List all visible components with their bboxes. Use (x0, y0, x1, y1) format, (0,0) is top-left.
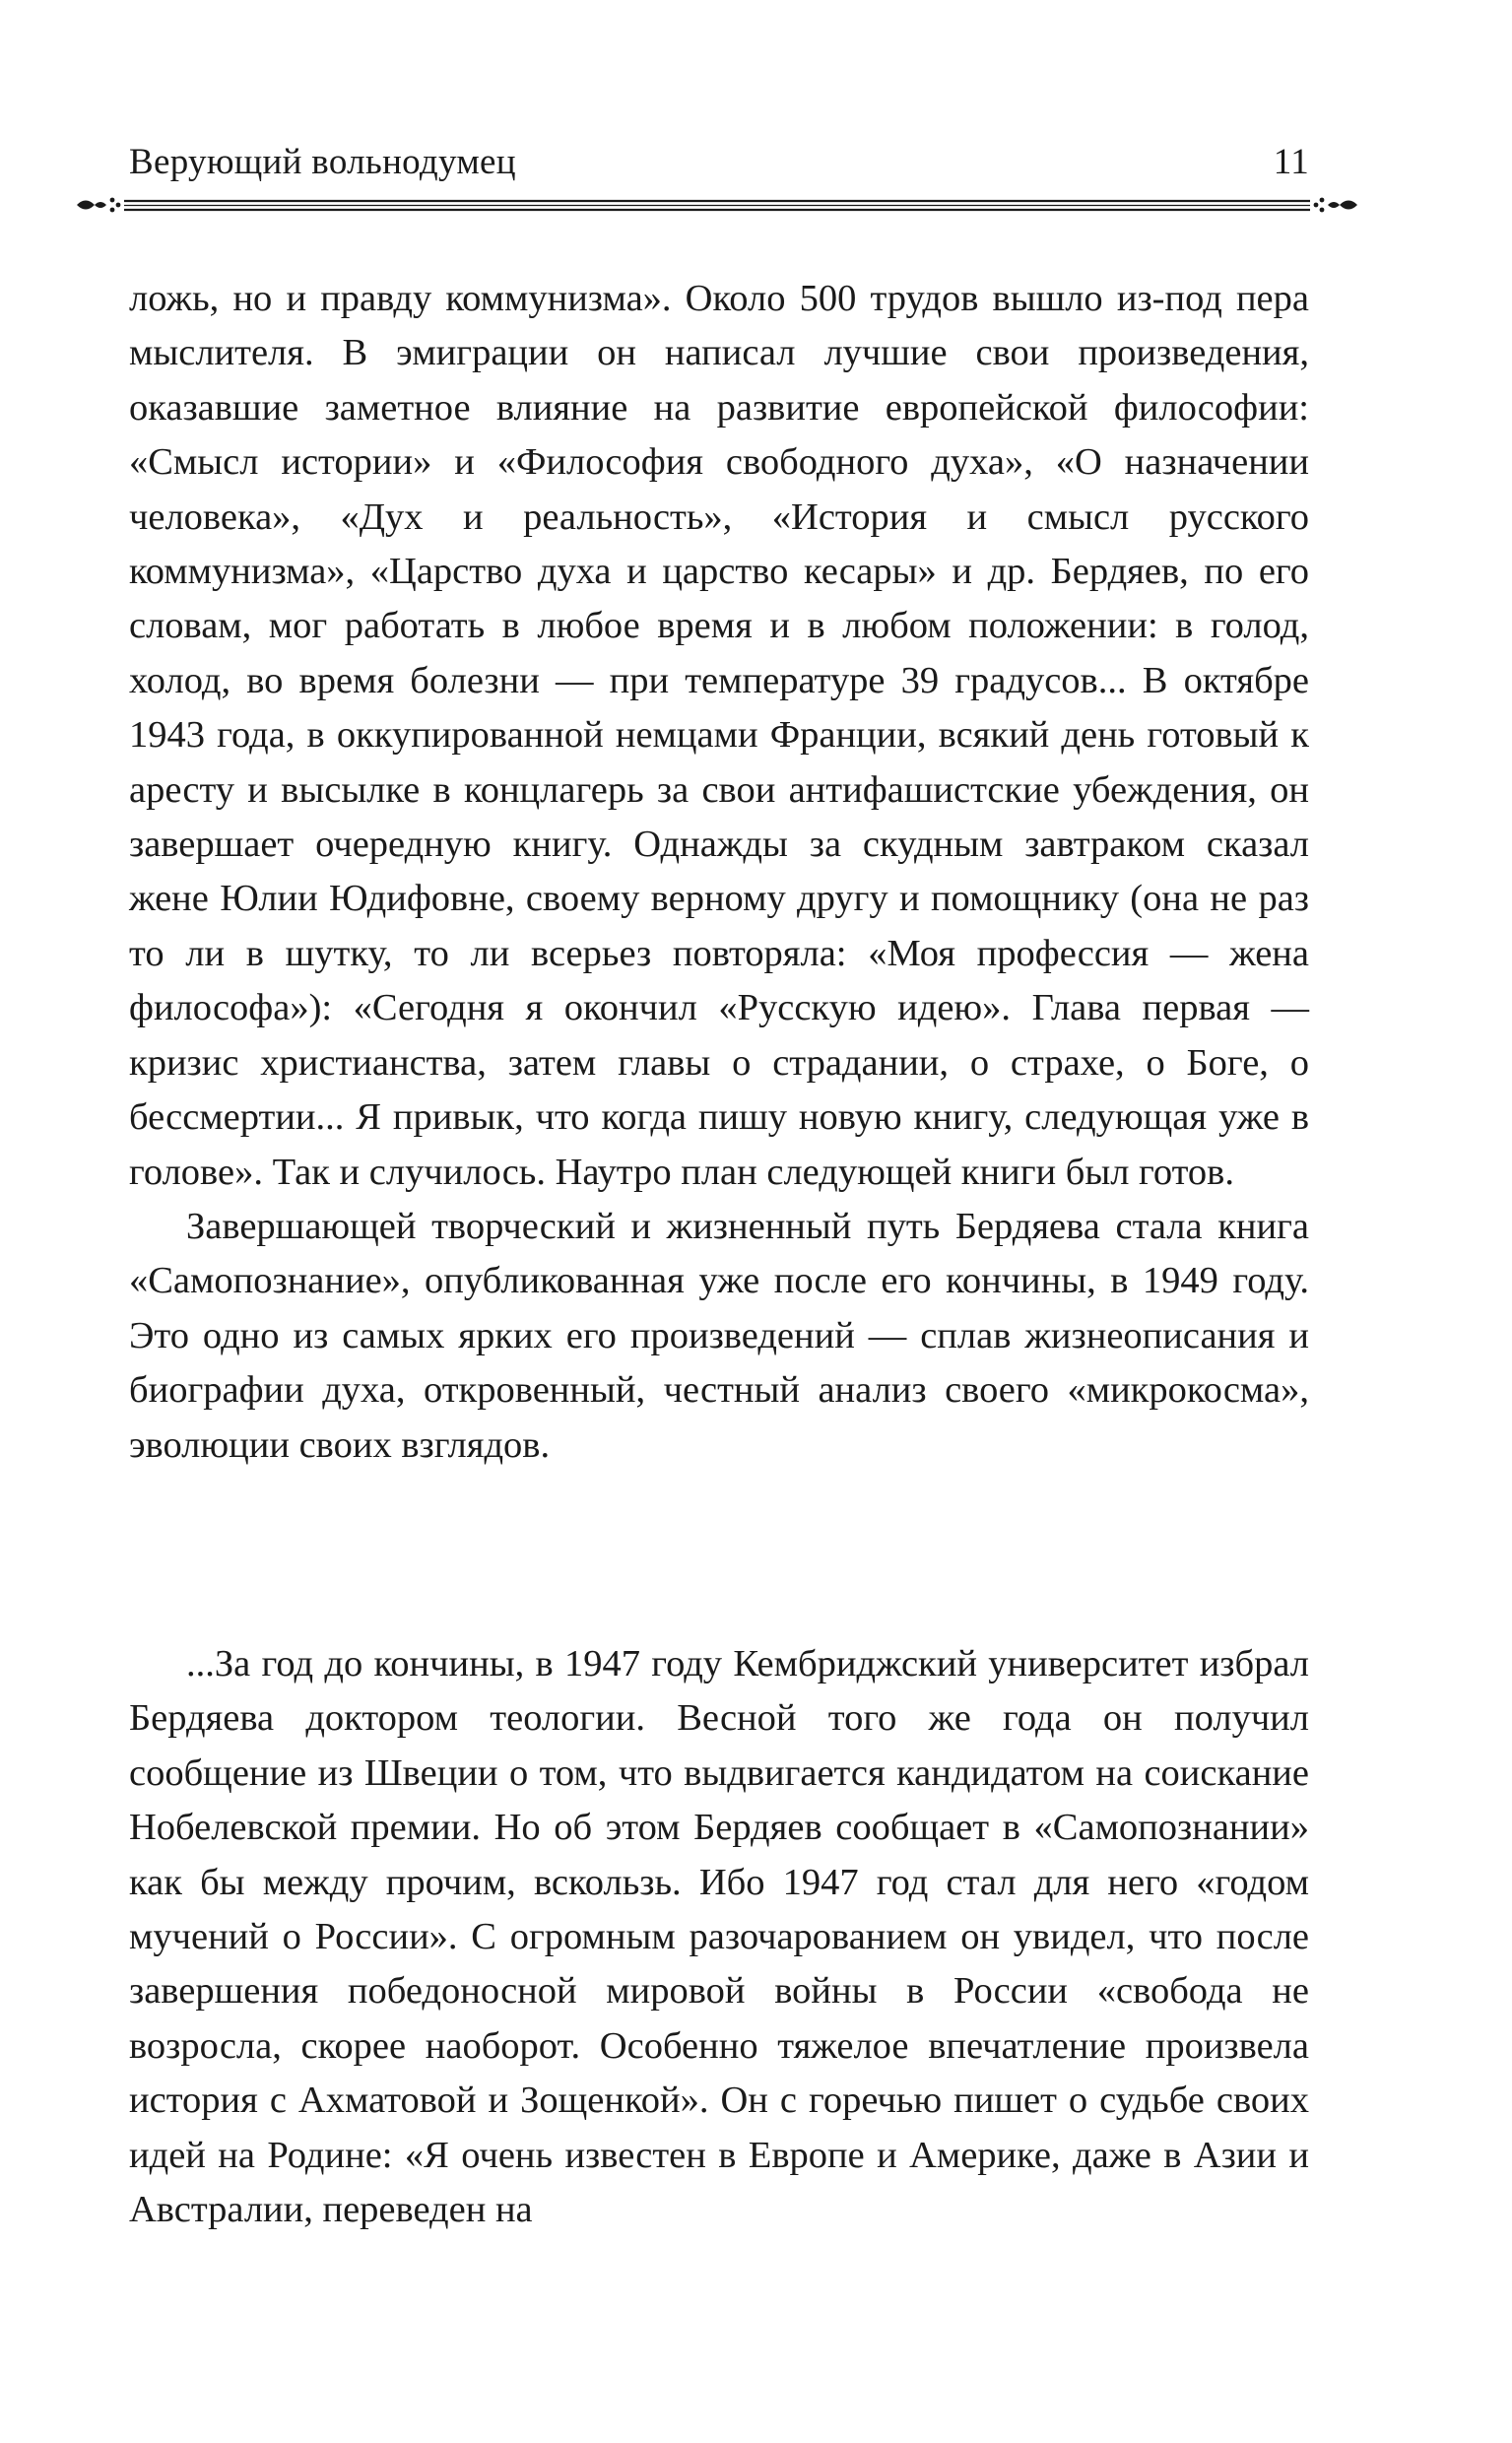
header-ornament-rule (77, 193, 1357, 217)
text-block-lower (129, 1637, 1309, 2237)
paragraph-samopoznanie: Завершающей творческий и жизненный путь Бердяева стала книга «Самопознание», опубликованная уже после его кончины, в 1949 году. Это одно из самых ярких его произведений — сплав жизнеописания и биографии духа, откровенный, честный анализ своего «микрокосма», эволюции своих взглядов. (129, 1205, 1309, 1466)
page-number: 11 (1273, 142, 1309, 182)
paragraph-nobel: ...За год до кончины, в 1947 году Кембриджский университет избрал Бердяева доктором теологии. Весной того же года он получил сообщение из Швеции о том, что выдвигается кандидатом на соискание Нобелевской премии. Но об этом Бердяев сообщает в «Самопознании» как бы между прочим, вскользь. Ибо 1947 год стал для него «годом мучений о России». С огромным разочарованием он увидел, что после завершения победоносной мировой войны в России «свобода не возросла, скорее наоборот. Особенно тяжелое впечатление произвела история с Ахматовой и Зощенкой». Он с горечью пишет о судьбе своих идей на Родине: «Я очень известен в Европе и Америке, даже в Азии и Австралии, переведен на (129, 1643, 1309, 2231)
running-header (129, 138, 1309, 187)
running-title: Верующий вольнодумец (129, 142, 516, 182)
text-block-upper (129, 272, 1309, 1473)
paragraph-continued: ложь, но и правду коммунизма». Около 500 трудов вышло из-под пера мыслителя. В эмиграции он написал лучшие свои произведения, оказавшие заметное влияние на развитие европейской философии: «Смысл истории» и «Философия свободного духа», «О назначении человека», «Дух и реальность», «История и смысл русского коммунизма», «Царство духа и царство кесары» и др. Бердяев, по его словам, мог работать в любое время и в любом положении: в голод, холод, во время болезни — при температуре 39 градусов... В октябре 1943 года, в оккупированной немцами Франции, всякий день готовый к аресту и высылке в концлагерь за свои антифашистские убеждения, он завершает очередную книгу. Однажды за скудным завтраком сказал жене Юлии Юдифовне, своему верному другу и помощнику (она не раз то ли в шутку, то ли всерьез повторяла: «Моя профессия — жена философа»): «Сегодня я окончил «Русскую идею». Глава первая — кризис христианства, затем главы о страдании, о страхе, о Боге, о бессмертии... Я привык, что когда пишу новую книгу, следующая уже в голове». Так и случилось. Наутро план следующей книги был готов. (129, 278, 1309, 1193)
